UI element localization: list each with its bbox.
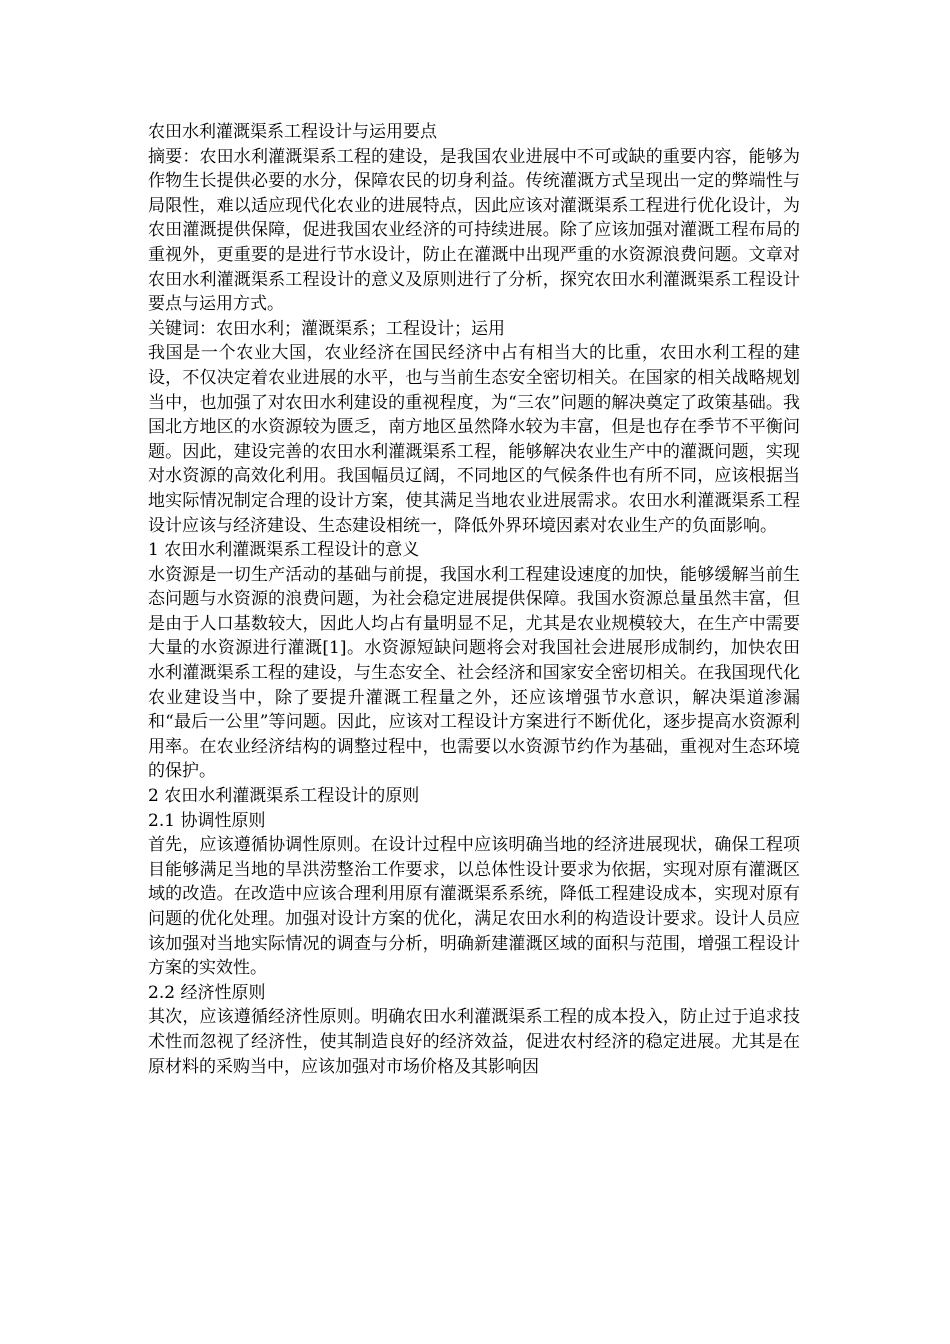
section-1-paragraph: 水资源是一切生产活动的基础与前提，我国水利工程建设速度的加快，能够缓解当前生态问题与水资源的浪费问题，为社会稳定进展提供保障。我国水资源总量虽然丰富，但是由于人口基数较大，因此人均占有量明显不足，尤其是农业规模较大，在生产中需要大量的水资源进行灌溉[1]。水资源短缺问题将会对我国社会进展形成制约，加快农田水利灌溉渠系工程的建设，与生态安全、社会经济和国家安全密切相关。在我国现代化农业建设当中，除了要提升灌溉工程量之外，还应该增强节水意识，解决渠道渗漏和“最后一公里”等问题。因此，应该对工程设计方案进行不断优化，逐步提高水资源利用率。在农业经济结构的调整过程中，也需要以水资源节约作为基础，重视对生态环境的保护。 <box>148 564 800 782</box>
keywords-line: 关键词：农田水利；灌溉渠系；工程设计；运用 <box>148 318 505 339</box>
document-page <box>148 120 800 1079</box>
section-2-1-paragraph: 首先，应该遵循协调性原则。在设计过程中应该明确当地的经济进展现状，确保工程项目能够满足当地的旱洪涝整治工作要求，以总体性设计要求为依据，实现对原有灌溉区域的改造。在改造中应该合理利用原有灌溉渠系系统，降低工程建设成本，实现对原有问题的优化处理。加强对设计方案的优化，满足农田水利的构造设计要求。设计人员应该加强对当地实际情况的调查与分析，明确新建灌溉区域的面积与范围，增强工程设计方案的实效性。 <box>148 835 800 979</box>
section-2-2-heading: 2.2 经济性原则 <box>148 982 266 1003</box>
section-1-heading: 1 农田水利灌溉渠系工程设计的意义 <box>148 540 420 561</box>
section-2-2-paragraph: 其次，应该遵循经济性原则。明确农田水利灌溉渠系工程的成本投入，防止过于追求技术性而忽视了经济性，使其制造良好的经济效益，促进农村经济的稳定进展。尤其是在原材料的采购当中，应该加强对市场价格及其影响因 <box>148 1007 800 1077</box>
abstract-paragraph: 摘要：农田水利灌溉渠系工程的建设，是我国农业进展中不可或缺的重要内容，能够为作物生长提供必要的水分，保障农民的切身利益。传统灌溉方式呈现出一定的弊端性与局限性，难以适应现代化农业的进展特点，因此应该对灌溉渠系工程进行优化设计，为农田灌溉提供保障，促进我国农业经济的可持续进展。除了应该加强对灌溉工程布局的重视外，更重要的是进行节水设计，防止在灌溉中出现严重的水资源浪费问题。文章对农田水利灌溉渠系工程设计的意义及原则进行了分析，探究农田水利灌溉渠系工程设计要点与运用方式。 <box>148 146 800 315</box>
document-title: 农田水利灌溉渠系工程设计与运用要点 <box>148 122 437 142</box>
intro-paragraph: 我国是一个农业大国，农业经济在国民经济中占有相当大的比重，农田水利工程的建设，不仅决定着农业进展的水平，也与当前生态安全密切相关。在国家的相关战略规划当中，也加强了对农田水利建设的重视程度，为“三农”问题的解决奠定了政策基础。我国北方地区的水资源较为匮乏，南方地区虽然降水较为丰富，但是也存在季节不平衡问题。因此，建设完善的农田水利灌溉渠系工程，能够解决农业生产中的灌溉问题，实现对水资源的高效化利用。我国幅员辽阔，不同地区的气候条件也有所不同，应该根据当地实际情况制定合理的设计方案，使其满足当地农业进展需求。农田水利灌溉渠系工程设计应该与经济建设、生态建设相统一，降低外界环境因素对农业生产的负面影响。 <box>148 343 800 536</box>
section-2-1-heading: 2.1 协调性原则 <box>148 810 266 831</box>
section-2-heading: 2 农田水利灌溉渠系工程设计的原则 <box>148 786 420 807</box>
